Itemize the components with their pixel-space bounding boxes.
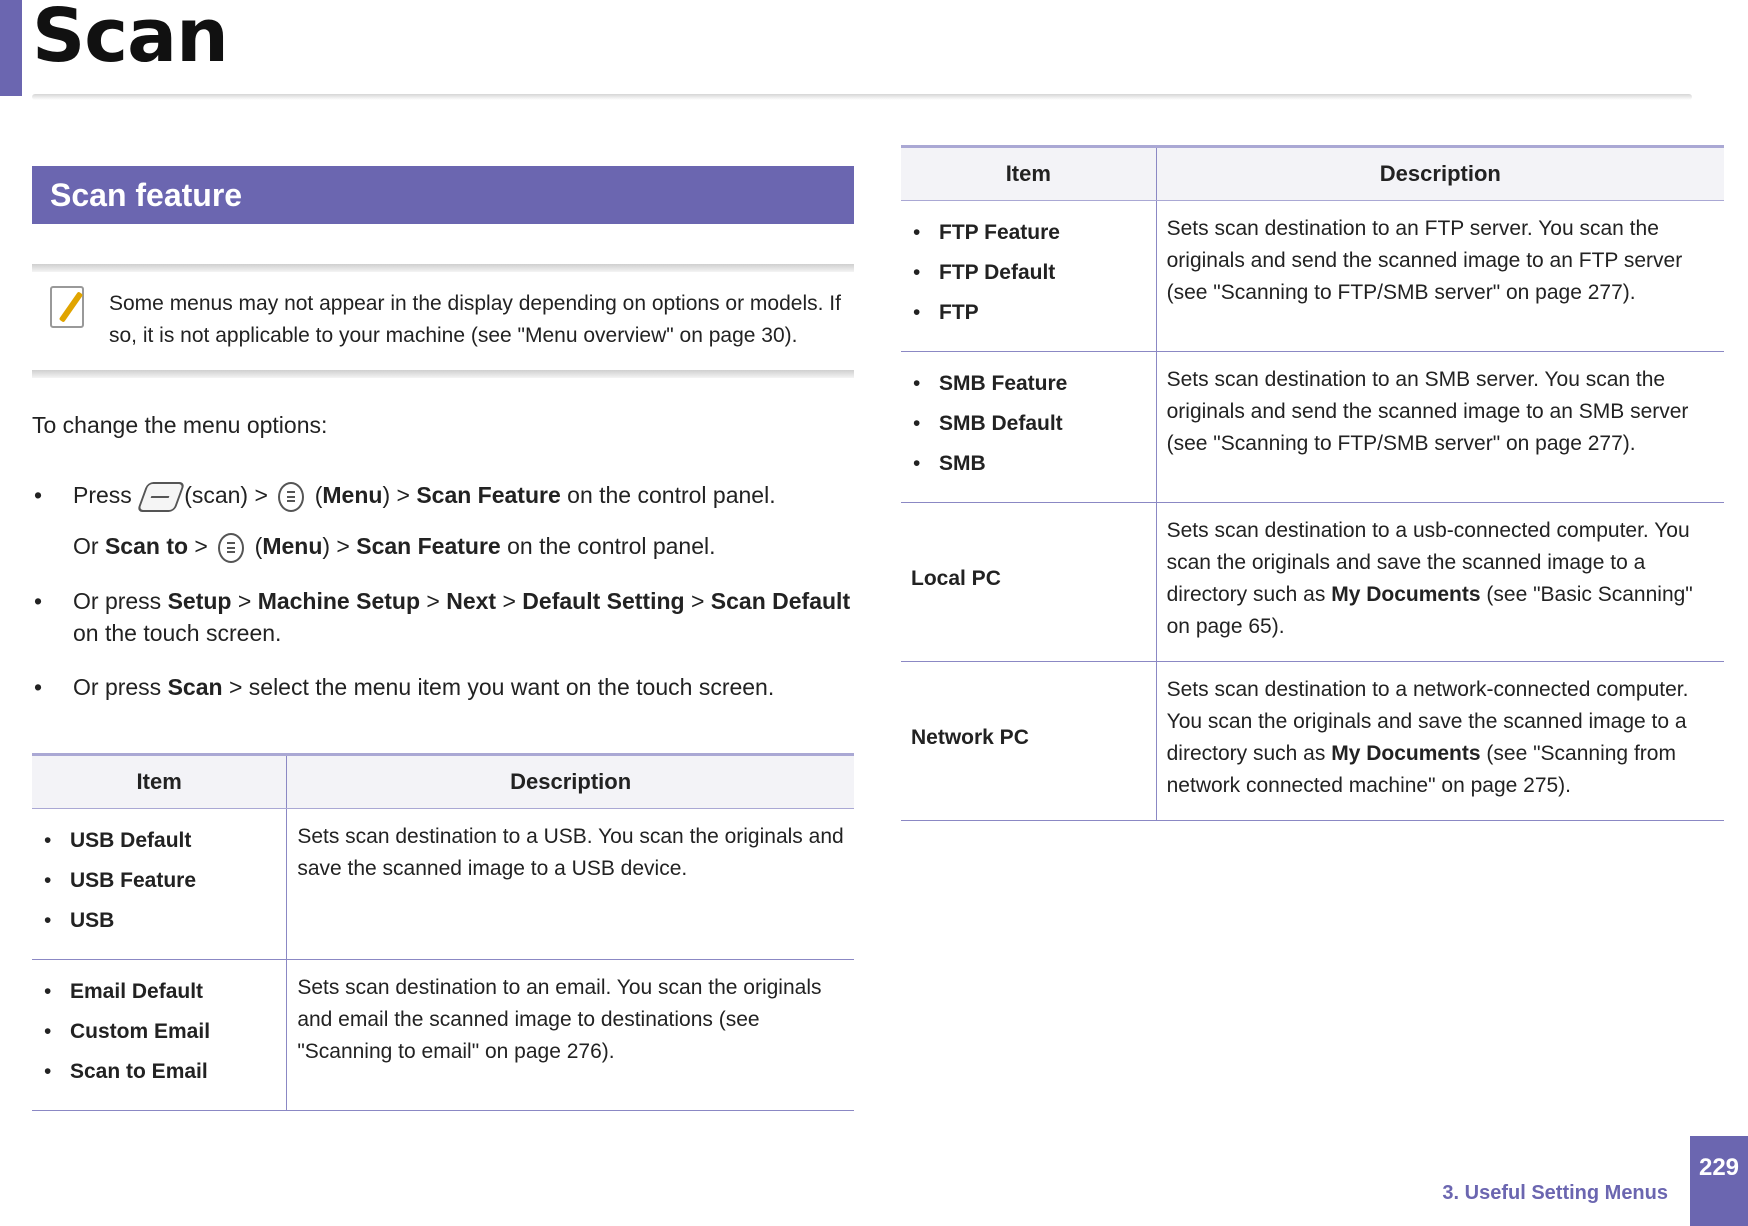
list-item: • SMB <box>911 444 1146 484</box>
scan-icon <box>137 482 186 512</box>
footer-chapter: 3. Useful Setting Menus <box>1442 1182 1668 1204</box>
page-number: 229 <box>1690 1136 1748 1226</box>
menu-label: Menu <box>322 482 383 508</box>
my-documents-label: My Documents <box>1331 742 1481 765</box>
step-text: > <box>690 587 705 614</box>
left-column <box>32 166 854 1111</box>
list-item: • USB Default <box>42 821 276 861</box>
item-cell <box>32 808 287 959</box>
step-text: on the control panel. <box>567 482 776 508</box>
list-item: • Custom Email <box>42 1012 276 1052</box>
step-text: > <box>194 532 208 559</box>
note-box <box>32 264 854 378</box>
step-text: ) > <box>322 532 350 559</box>
step-text: ) > <box>382 482 410 508</box>
item-cell: Network PC <box>901 662 1156 821</box>
table-row <box>901 662 1724 821</box>
bullet: • <box>34 673 43 700</box>
step-text: Or press <box>73 587 162 614</box>
description-cell <box>1156 503 1724 662</box>
table-row <box>32 959 854 1110</box>
description-cell: Sets scan destination to a USB. You scan the originals and save the scanned image to a USB device. <box>287 808 854 959</box>
description-cell <box>1156 662 1724 821</box>
item-cell: Local PC <box>901 503 1156 662</box>
next-label: Next <box>446 587 497 614</box>
scan-feature-label: Scan Feature <box>416 482 561 508</box>
list-item: • Scan to Email <box>42 1052 276 1092</box>
description-text: Sets scan destination to a network-connected computer. You scan the originals and save the scanned image to a directory such as <box>1166 678 1689 765</box>
default-setting-label: Default Setting <box>522 587 685 614</box>
header-item: Item <box>32 754 287 808</box>
description-cell: Sets scan destination to an FTP server. You scan the originals and send the scanned image to an FTP server (see "Scanning to FTP/SMB server" on page 277). <box>1156 201 1724 352</box>
description-text: (see "Basic Scanning" on page 65). <box>1166 583 1693 638</box>
table-row <box>901 503 1724 662</box>
description-text: (see "Scanning from network connected machine" on page 275). <box>1166 742 1676 797</box>
scan-label: Scan <box>167 673 223 700</box>
menu-icon <box>278 482 304 512</box>
note-text: Some menus may not appear in the display depending on options or models. If so, it is not applicable to your machine (see "Menu overview" on page 30). <box>109 292 841 347</box>
step-text: Or <box>73 532 99 559</box>
right-column <box>901 145 1724 821</box>
setup-label: Setup <box>167 587 232 614</box>
scan-menu-table-right <box>901 145 1724 821</box>
machine-setup-label: Machine Setup <box>257 587 420 614</box>
step-text: > <box>426 587 440 614</box>
list-item: • SMB Default <box>911 404 1146 444</box>
step-text: ( <box>314 482 323 508</box>
menu-label: Menu <box>262 532 323 559</box>
table-row <box>32 808 854 959</box>
step-text: > select the menu item you want on the touch screen. <box>228 673 775 700</box>
step-3 <box>32 671 854 703</box>
scan-default-label: Scan Default <box>710 587 851 614</box>
scan-feature-label: Scan Feature <box>356 532 501 559</box>
list-item: • FTP Feature <box>911 213 1146 253</box>
step-2 <box>32 585 854 649</box>
step-text: > <box>237 587 252 614</box>
item-cell <box>901 201 1156 352</box>
title-rule <box>32 94 1692 100</box>
bullet: • <box>34 482 43 508</box>
note-pencil-icon <box>50 286 84 328</box>
chapter-side-tab <box>0 0 22 96</box>
table-row <box>901 201 1724 352</box>
steps-list <box>32 479 854 703</box>
step-1-alt <box>32 530 854 563</box>
description-text: Sets scan destination to a usb-connected computer. You scan the originals and save the scanned image to a directory such as <box>1166 519 1690 606</box>
intro-text: To change the menu options: <box>32 412 328 438</box>
scan-menu-table-left <box>32 753 854 1111</box>
scan-to-label: Scan to <box>104 532 189 559</box>
description-cell: Sets scan destination to an SMB server. You scan the originals and send the scanned image to an SMB server (see "Scanning to FTP/SMB server" on page 277). <box>1156 352 1724 503</box>
header-item: Item <box>901 147 1156 201</box>
step-text: (scan) > <box>184 482 268 508</box>
step-text: ( <box>254 532 263 559</box>
menu-icon <box>218 533 244 563</box>
item-cell <box>32 959 287 1110</box>
step-text: > <box>502 587 516 614</box>
step-1 <box>32 479 854 512</box>
description-cell: Sets scan destination to an email. You scan the originals and email the scanned image to destinations (see "Scanning to email" on page 276). <box>287 959 854 1110</box>
my-documents-label: My Documents <box>1331 583 1481 606</box>
list-item: • USB <box>42 901 276 941</box>
list-item: • Email Default <box>42 972 276 1012</box>
list-item: • SMB Feature <box>911 364 1146 404</box>
item-cell <box>901 352 1156 503</box>
list-item: • USB Feature <box>42 861 276 901</box>
step-text: on the touch screen. <box>73 619 282 646</box>
section-header: Scan feature <box>32 166 854 224</box>
step-text: on the control panel. <box>507 532 716 559</box>
bullet: • <box>34 587 43 614</box>
list-item: • FTP <box>911 293 1146 333</box>
page-title: Scan <box>32 0 228 79</box>
step-text: Or press <box>73 673 162 700</box>
header-description: Description <box>287 754 854 808</box>
list-item: • FTP Default <box>911 253 1146 293</box>
header-description: Description <box>1156 147 1724 201</box>
table-row <box>901 352 1724 503</box>
step-text: Press <box>73 482 132 508</box>
